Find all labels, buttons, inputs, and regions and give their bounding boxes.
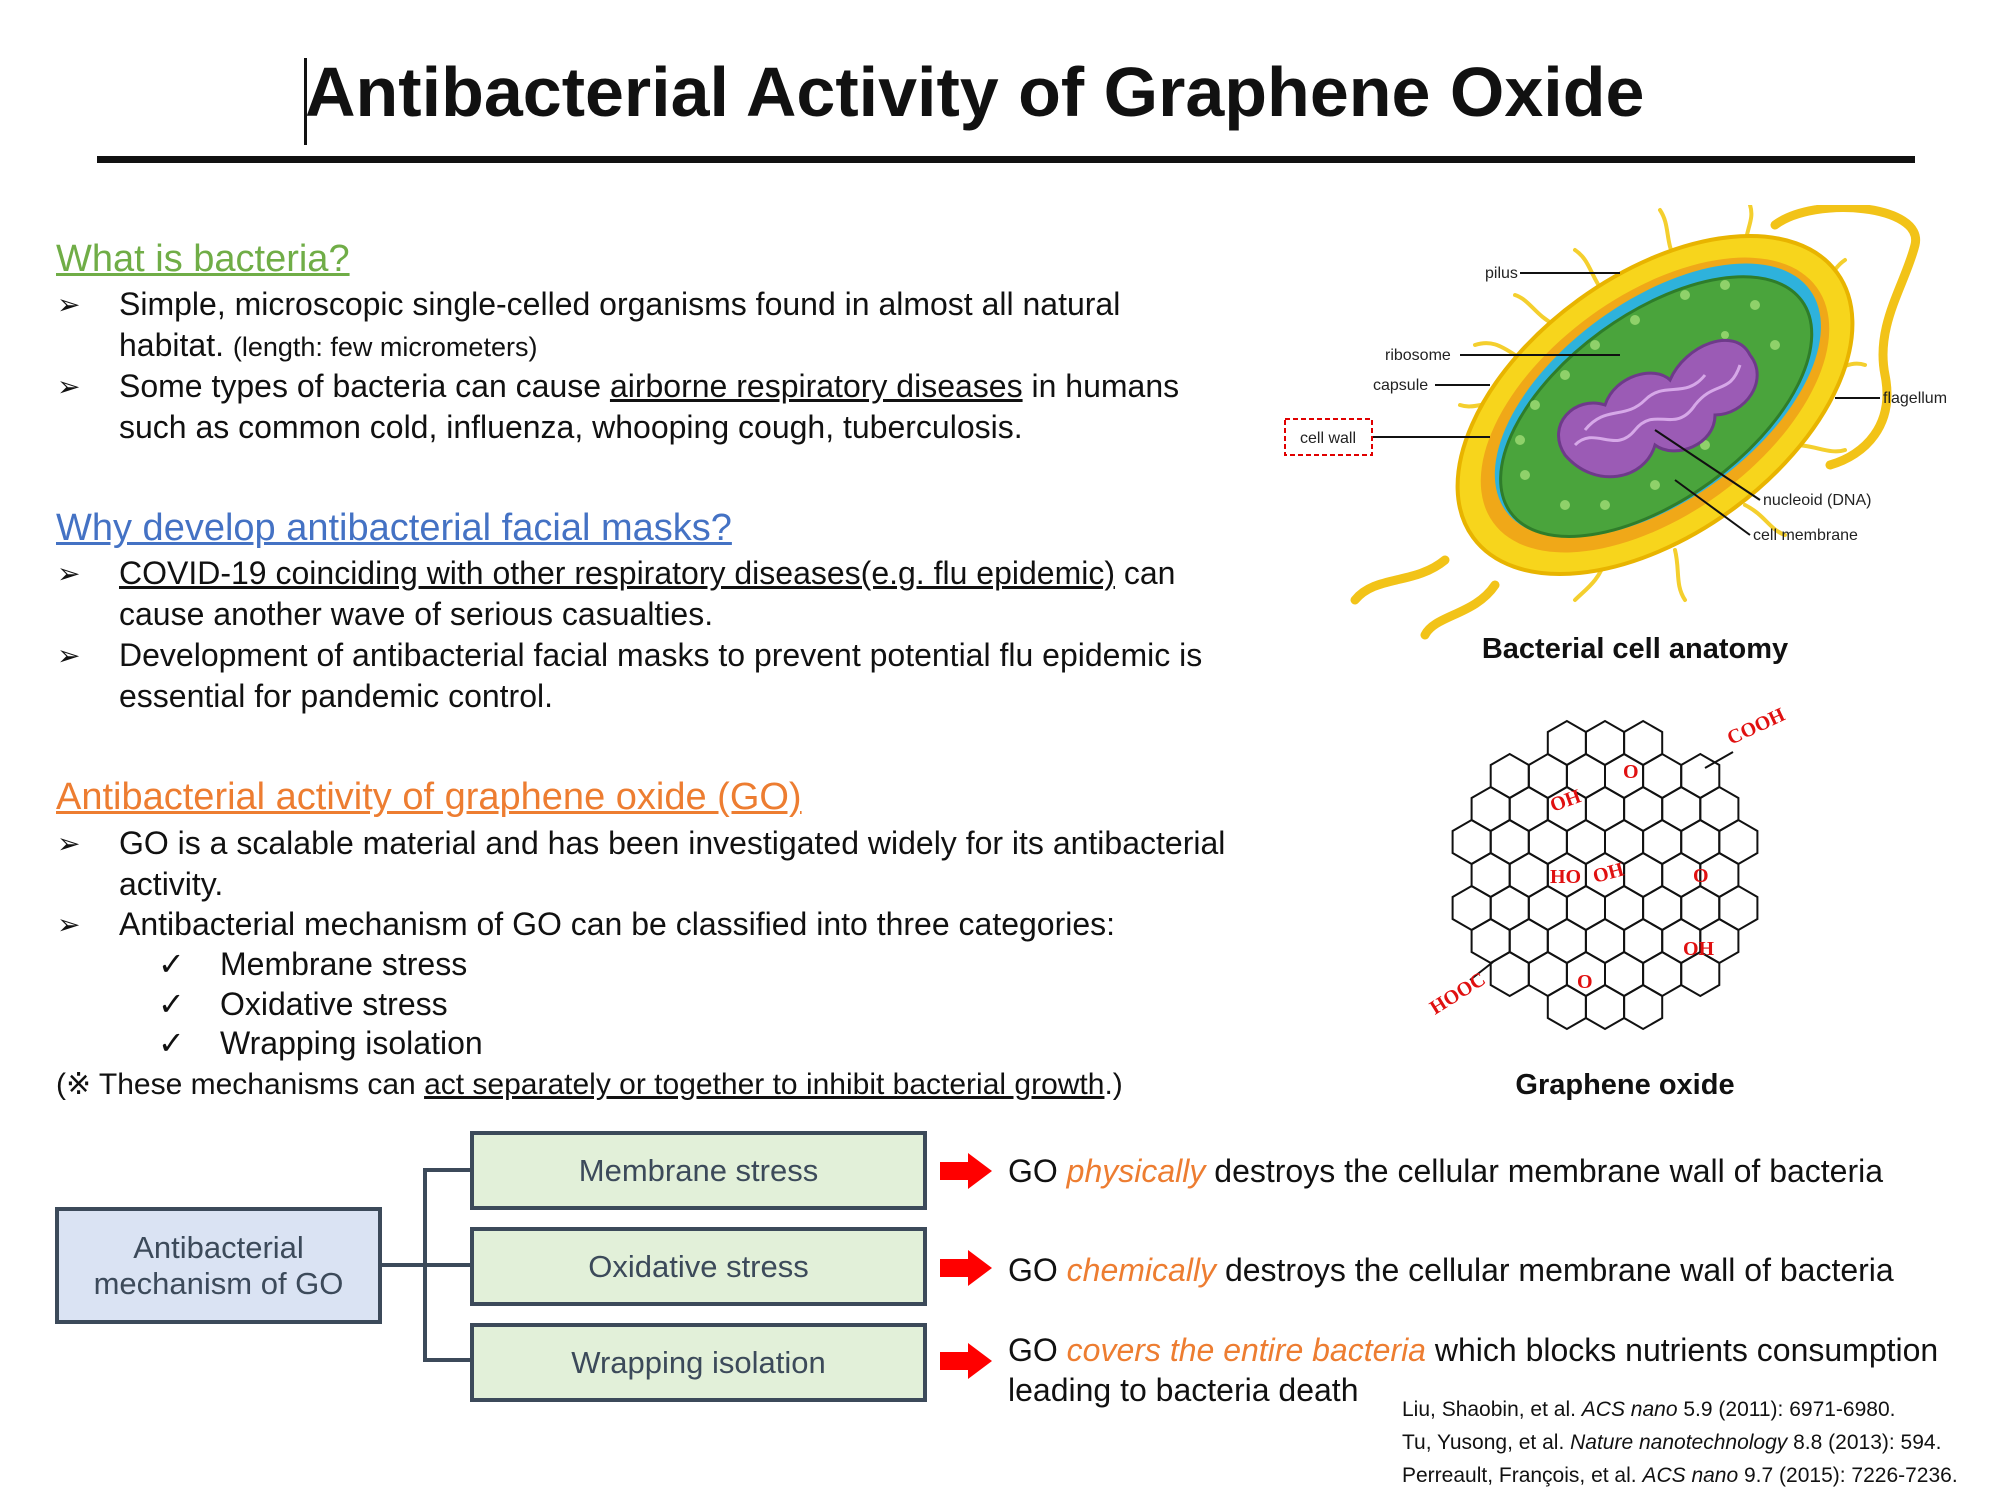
group-oh: OH: [1590, 858, 1627, 888]
desc-text: GO: [1008, 1252, 1067, 1288]
checkmark-icon: ✓: [158, 986, 185, 1022]
label-ribosome: ribosome: [1385, 347, 1451, 364]
reference-journal: ACS nano: [1642, 1464, 1739, 1487]
label-cell-membrane: cell membrane: [1753, 527, 1858, 544]
bullet-text: Development of antibacterial facial masks to prevent potential flu epidemic is: [119, 637, 1203, 673]
list-item: [57, 366, 1297, 448]
group-hooc: HOOC: [1425, 968, 1490, 1020]
bullet-text: in humans: [1022, 368, 1180, 404]
bullet-text: cause another wave of serious casualties.: [119, 596, 714, 632]
reference-details: 9.7 (2015): 7226-7236.: [1738, 1464, 1958, 1487]
reference-item: [1402, 1426, 1958, 1459]
tree-connectors: [380, 1165, 470, 1365]
graphene-oxide-figure: [1415, 700, 1795, 1050]
desc-text: destroys the cellular membrane wall of bacteria: [1205, 1153, 1884, 1189]
reference-details: 5.9 (2011): 6971-6980.: [1677, 1398, 1896, 1421]
graphene-figure-caption: Graphene oxide: [1515, 1069, 1735, 1101]
list-item: [57, 823, 1347, 905]
section-heading-masks: Why develop antibacterial facial masks?: [56, 507, 732, 549]
page-title: Antibacterial Activity of Graphene Oxide: [305, 53, 1645, 131]
bullet-text: activity.: [119, 866, 224, 902]
bullet-text: can: [1114, 555, 1176, 591]
label-capsule: capsule: [1373, 377, 1429, 394]
desc-text: which blocks nutrients consumption: [1425, 1332, 1939, 1368]
reference-details: 8.8 (2013): 594.: [1787, 1431, 1942, 1454]
list-item: [57, 904, 1347, 945]
reference-list: [1402, 1393, 1958, 1492]
desc-emphasis: covers the entire bacteria: [1066, 1332, 1426, 1368]
arrow-bullet-icon: ➢: [57, 289, 81, 320]
red-arrow-icon: [940, 1250, 992, 1286]
arrow-bullet-icon: ➢: [57, 828, 81, 859]
note-text-underlined: act separately or together to inhibit bacterial growth: [424, 1068, 1105, 1101]
reference-journal: ACS nano: [1581, 1398, 1678, 1421]
bullet-text-underlined: COVID-19 coinciding with other respiratory diseases(e.g. flu epidemic): [119, 555, 1115, 591]
bullet-text: Antibacterial mechanism of GO can be classified into three categories:: [119, 906, 1116, 942]
hexagon-ring: [1624, 985, 1662, 1029]
bullet-text: essential for pandemic control.: [119, 678, 553, 714]
reference-item: [1402, 1459, 1958, 1492]
label-pilus: pilus: [1485, 265, 1518, 282]
arrow-bullet-icon: ➢: [57, 909, 81, 940]
group-o: O: [1623, 761, 1639, 783]
mechanism-root-box: Antibacterial mechanism of GO: [55, 1207, 382, 1324]
desc-text: destroys the cellular membrane wall of bacteria: [1216, 1252, 1894, 1288]
arrow-bullet-icon: ➢: [57, 558, 81, 589]
checkmark-icon: ✓: [158, 946, 185, 982]
reference-item: [1402, 1393, 1958, 1426]
bullet-text: Simple, microscopic single-celled organisms found in almost all natural: [119, 286, 1121, 322]
label-flagellum: flagellum: [1883, 390, 1948, 407]
mechanism-box-membrane: Membrane stress: [470, 1131, 927, 1210]
reference-authors: Tu, Yusong, et al.: [1402, 1431, 1571, 1454]
list-item: [57, 635, 1317, 717]
arrow-bullet-icon: ➢: [57, 371, 81, 402]
reference-journal: Nature nanotechnology: [1570, 1431, 1788, 1454]
desc-emphasis: physically: [1066, 1153, 1206, 1189]
mechanism-box-wrapping: Wrapping isolation: [470, 1323, 927, 1402]
group-ho: HO: [1550, 866, 1582, 888]
list-item: [57, 284, 1297, 366]
section-heading-go: Antibacterial activity of graphene oxide (GO): [56, 776, 802, 818]
check-item-text: Membrane stress: [220, 946, 468, 982]
mechanism-box-oxidative: Oxidative stress: [470, 1227, 927, 1306]
desc-text: GO: [1008, 1332, 1067, 1368]
checkmark-icon: ✓: [158, 1025, 185, 1061]
mechanism-desc-oxidative: [1008, 1250, 1894, 1290]
bullet-text: Some types of bacteria can cause: [119, 368, 610, 404]
list-item: [158, 1023, 758, 1063]
mechanism-desc-membrane: [1008, 1151, 1883, 1191]
group-cooh: COOH: [1723, 703, 1789, 750]
group-o: O: [1577, 971, 1593, 993]
note-text: .): [1104, 1068, 1123, 1101]
note-text: (※ These mechanisms can: [56, 1068, 425, 1101]
list-item: [158, 944, 758, 984]
label-cell-wall: cell wall: [1300, 430, 1357, 447]
group-oh: OH: [1547, 785, 1584, 817]
red-arrow-icon: [940, 1153, 992, 1189]
check-item-text: Wrapping isolation: [220, 1025, 483, 1061]
bullet-text-underlined: airborne respiratory diseases: [609, 368, 1023, 404]
group-oh: OH: [1683, 938, 1715, 960]
red-arrow-icon: [940, 1343, 992, 1379]
list-item: [57, 553, 1297, 635]
bacteria-anatomy-figure: [1275, 205, 1975, 645]
bullet-text: such as common cold, influenza, whooping cough, tuberculosis.: [119, 409, 1023, 445]
label-nucleoid: nucleoid (DNA): [1763, 492, 1872, 509]
group-o: O: [1693, 865, 1709, 887]
desc-emphasis: chemically: [1066, 1252, 1217, 1288]
section-heading-bacteria: What is bacteria?: [56, 238, 350, 280]
check-item-text: Oxidative stress: [220, 986, 448, 1022]
title-divider: [97, 156, 1915, 163]
mechanism-note: [56, 1067, 1123, 1102]
hexagon-ring: [1491, 952, 1529, 996]
bacteria-figure-caption: Bacterial cell anatomy: [1481, 633, 1789, 665]
list-item: [158, 984, 758, 1024]
reference-authors: Perreault, François, et al.: [1402, 1464, 1643, 1487]
bullet-text: GO is a scalable material and has been investigated widely for its antibacterial: [119, 825, 1226, 861]
bullet-note: (length: few micrometers): [232, 332, 538, 362]
bullet-text: habitat.: [119, 327, 224, 363]
arrow-bullet-icon: ➢: [57, 640, 81, 671]
desc-text: GO: [1008, 1153, 1067, 1189]
desc-text: leading to bacteria death: [1008, 1372, 1359, 1408]
reference-authors: Liu, Shaobin, et al.: [1402, 1398, 1582, 1421]
